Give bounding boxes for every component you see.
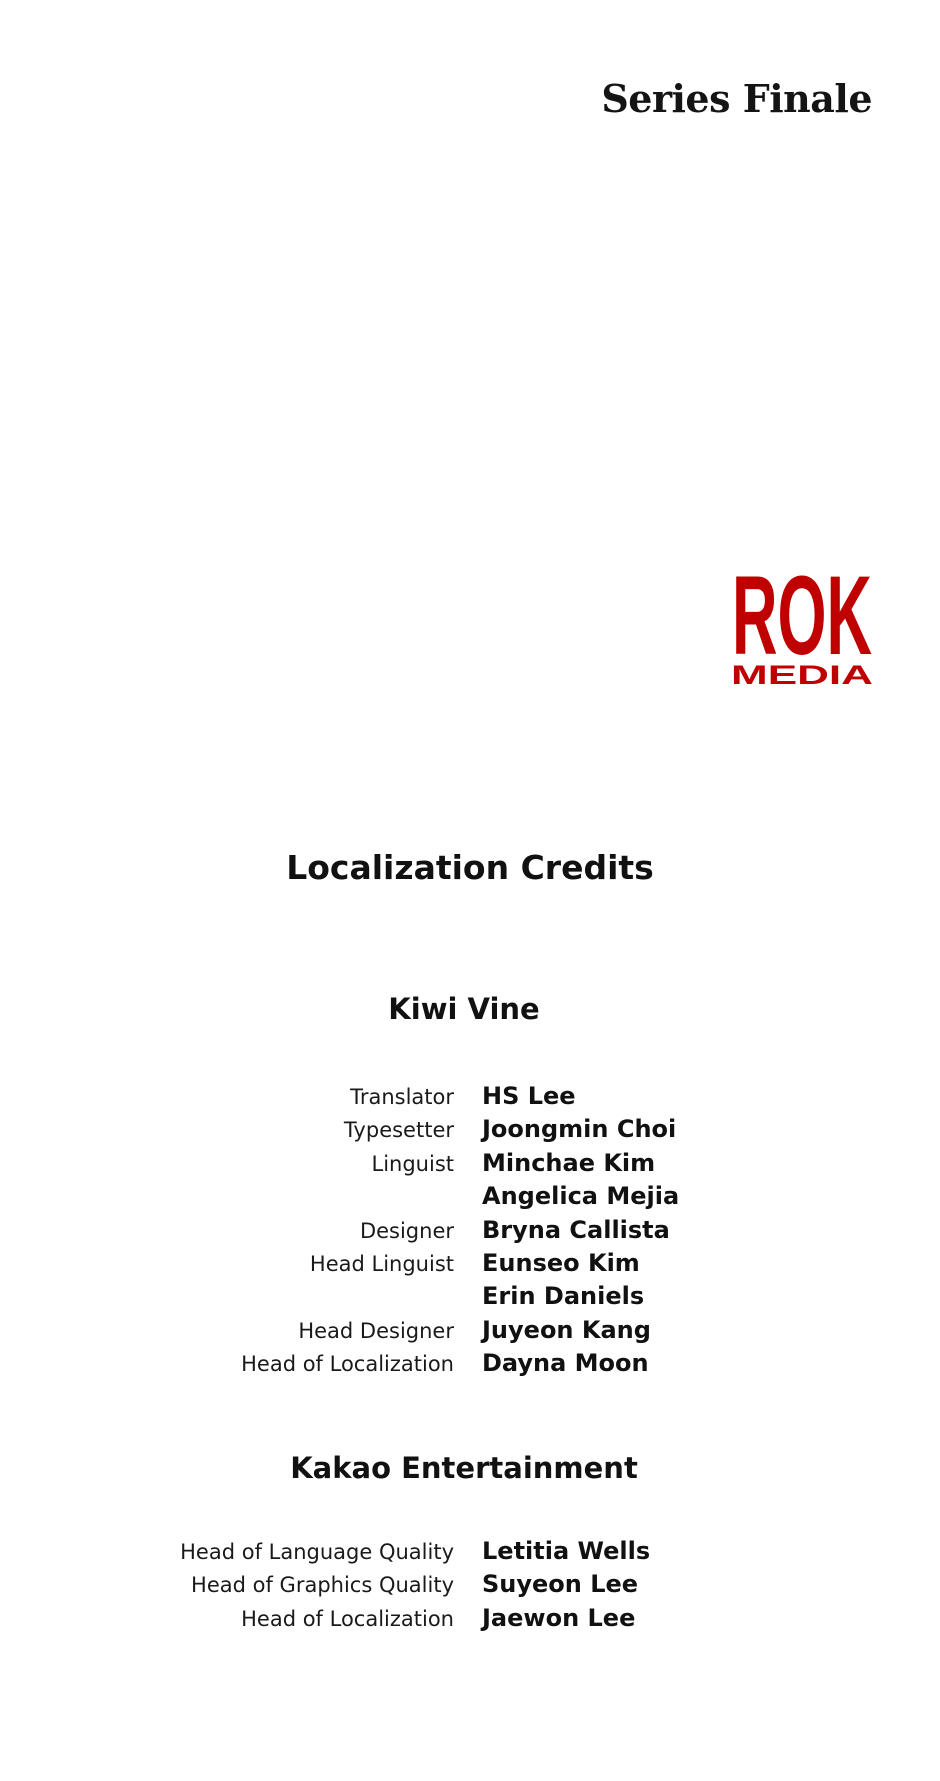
credit-name: Bryna Callista <box>482 1215 670 1244</box>
credit-name: Suyeon Lee <box>482 1570 639 1599</box>
credit-row <box>0 1082 940 1115</box>
credits-title: Localization Credits <box>286 848 654 887</box>
credit-role: Linguist <box>371 1151 454 1176</box>
credit-row <box>0 1537 940 1570</box>
credit-role: Designer <box>359 1218 454 1243</box>
credit-name: Minchae Kim <box>482 1148 656 1177</box>
logo-bottom-text: MEDIA <box>731 660 873 686</box>
credit-row <box>0 1249 940 1282</box>
credit-name: Erin Daniels <box>482 1282 645 1311</box>
credit-list-kiwi-vine <box>0 1082 940 1383</box>
credit-name: Angelica Mejia <box>482 1182 680 1211</box>
credit-list-kakao-entertainment <box>0 1537 940 1637</box>
company-name-kakao-entertainment: Kakao Entertainment <box>290 1451 638 1485</box>
credit-name: Dayna Moon <box>482 1349 649 1378</box>
rok-media-logo <box>730 522 874 686</box>
credit-name: Letitia Wells <box>482 1537 651 1565</box>
credit-row <box>0 1282 940 1315</box>
logo-top-text: ROK <box>732 553 872 678</box>
credit-row <box>0 1570 940 1603</box>
credit-role: Translator <box>350 1085 454 1109</box>
credit-row <box>0 1316 940 1349</box>
credit-row <box>0 1216 940 1249</box>
credit-row <box>0 1149 940 1182</box>
credit-role: Head Linguist <box>309 1251 454 1276</box>
credit-row <box>0 1604 940 1637</box>
credit-name: Juyeon Kang <box>482 1315 651 1344</box>
company-name-kiwi-vine: Kiwi Vine <box>388 992 540 1026</box>
credit-name: Eunseo Kim <box>482 1248 640 1277</box>
credit-row <box>0 1115 940 1148</box>
credit-role: Head of Localization <box>241 1352 454 1377</box>
logo-graphic <box>731 553 873 686</box>
credit-role: Typesetter <box>343 1118 454 1143</box>
credit-role: Head of Localization <box>241 1606 454 1631</box>
credit-role: Head of Language Quality <box>180 1540 454 1564</box>
series-title: Series Finale <box>601 76 872 121</box>
credit-name: Jaewon Lee <box>482 1603 636 1632</box>
credit-role: Head of Graphics Quality <box>191 1573 454 1598</box>
credit-role: Head Designer <box>298 1318 454 1343</box>
credit-name: HS Lee <box>482 1082 576 1110</box>
credit-row <box>0 1349 940 1382</box>
credit-name: Joongmin Choi <box>482 1115 677 1144</box>
credit-row <box>0 1182 940 1215</box>
